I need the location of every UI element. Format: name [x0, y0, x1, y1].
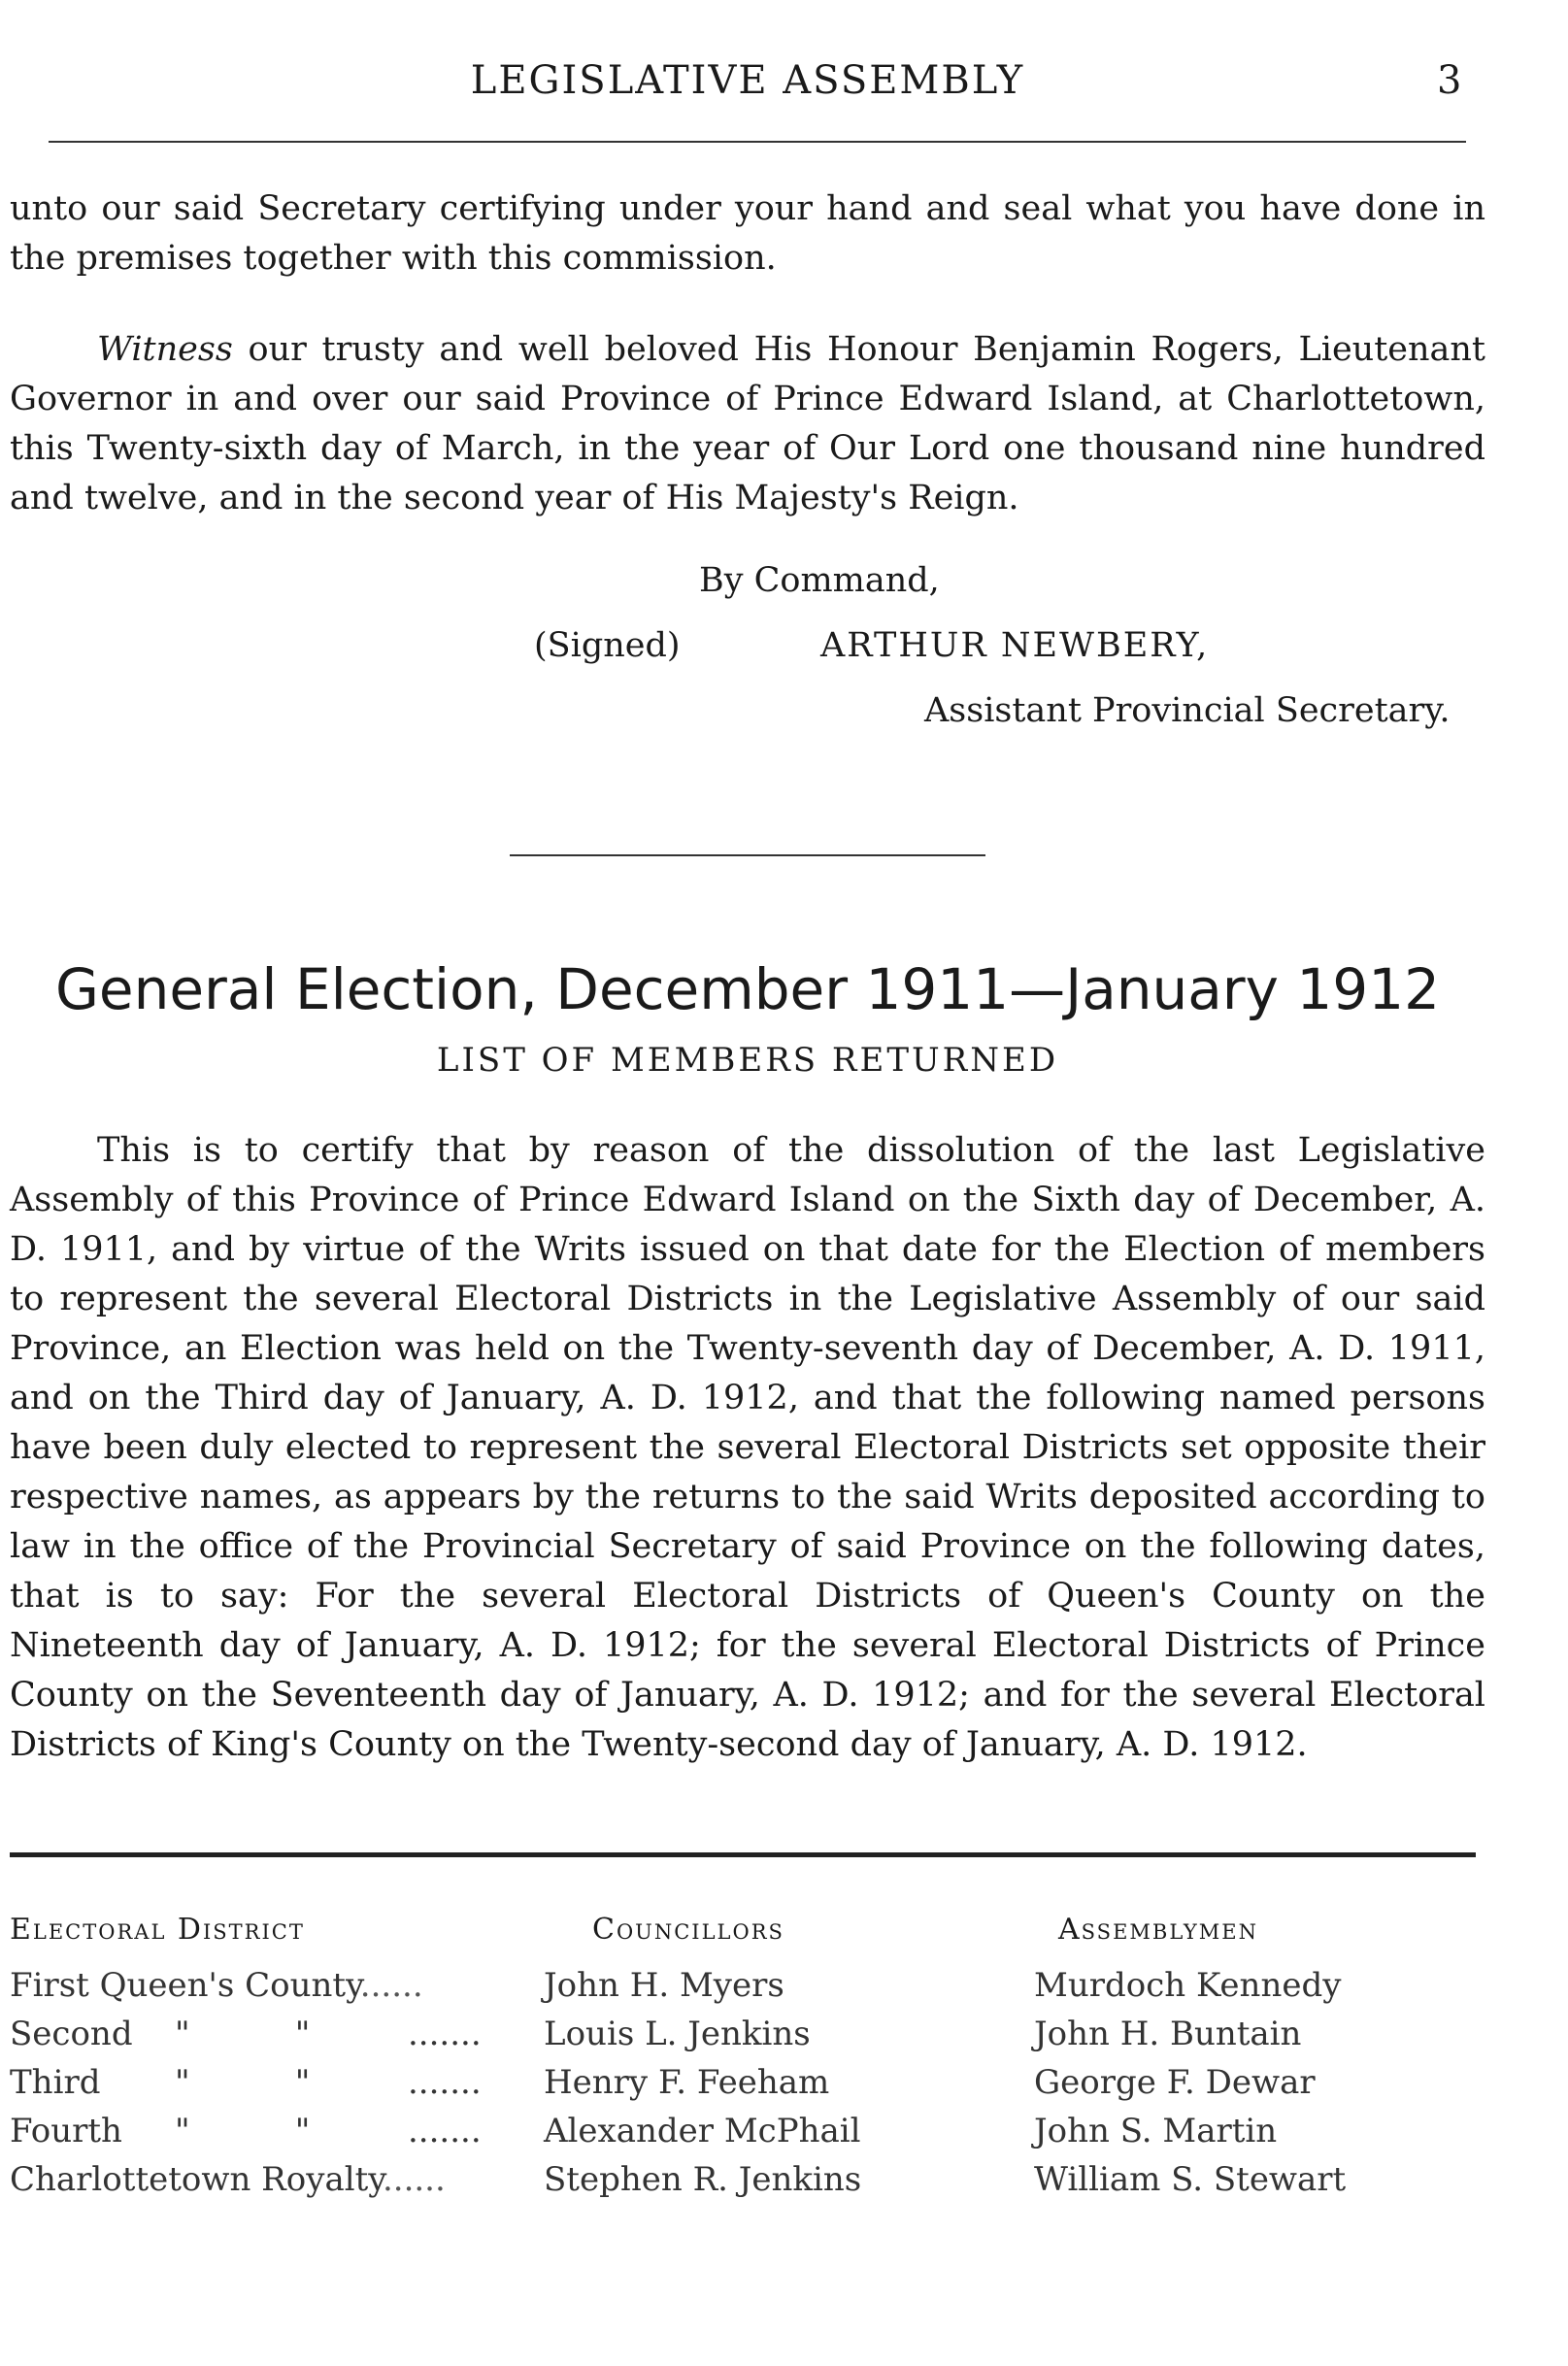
header-councillors: Councillors: [592, 1913, 784, 1947]
page-number: 3: [1437, 58, 1462, 103]
assemblyman-name: William S. Stewart: [1034, 2160, 1347, 2199]
councillor-name: John H. Myers: [544, 1966, 784, 2005]
leader-dots: .......: [408, 2015, 482, 2053]
signatory-name: ARTHUR NEWBERY,: [820, 626, 1210, 665]
header-assemblymen: Assemblymen: [1058, 1913, 1259, 1947]
councillor-name: Henry F. Feeham: [544, 2063, 830, 2102]
district-name: Charlottetown Royalty: [10, 2160, 383, 2199]
certificate-paragraph: This is to certify that by reason of the dissolution of the last Legislative Assembly of this Province of Prince Edward Island on the Sixth day of December, A. D. 1911, and by virtue of the Writs issued on that date for the Election of members to represent the several Electoral Districts in the Legislative Assembly of our said Province, an Election was held on the Twenty-seventh day of December, A. D. 1911, and on the Third day of January, A. D. 1912, and that the following named persons have been duly elected to represent the several Electoral Districts set opposite their respective names, as appears by the returns to the said Writs deposited according to law in the office of the Provincial Secretary of said Province on the following dates, that is to say: For the several Electoral Districts of Queen's County on the Nineteenth day of January, A. D. 1912; for the several Electoral Districts of Prince County on the Seventeenth day of January, A. D. 1912; and for the several Electoral Districts of King's County on the Twenty-second day of January, A. D. 1912.: [10, 1131, 1485, 1764]
witness-text: our trusty and well beloved His Honour Benjamin Rogers, Lieutenant Governor in and over our said Province of Prince Edward Island, at Charlottetown, this Twenty-sixth day of March, in the year of Our Lord one thousand nine hundred and twelve, and in the second year of His Majesty's Reign.: [10, 330, 1485, 517]
table-row-district: [10, 2107, 122, 2155]
table-row-district: [10, 2058, 100, 2107]
district-name: Fourth: [10, 2112, 122, 2150]
signatory-title: Assistant Provincial Secretary.: [924, 691, 1451, 730]
commission-paragraph: unto our said Secretary certifying under your hand and seal what you have done in the premises together with this commission.: [10, 189, 1485, 278]
assemblyman-name: George F. Dewar: [1034, 2063, 1316, 2102]
councillor-name: Stephen R. Jenkins: [544, 2160, 862, 2199]
election-title: General Election, December 1911—January 1912: [54, 956, 1441, 1022]
header-rule: [49, 141, 1466, 143]
councillor-name: Alexander McPhail: [544, 2112, 861, 2150]
ditto-marks: " ": [175, 2112, 311, 2150]
councillor-name: Louis L. Jenkins: [544, 2015, 811, 2053]
witness-label: Witness: [97, 330, 233, 369]
district-name: Second: [10, 2015, 133, 2053]
leader-dots: .......: [408, 2112, 482, 2150]
district-name: Third: [10, 2063, 101, 2102]
district-name: First Queen's County: [10, 1966, 360, 2005]
running-header: LEGISLATIVE ASSEMBLY: [470, 58, 1025, 103]
assemblyman-name: John H. Buntain: [1034, 2015, 1302, 2053]
leader-dots: .......: [408, 2063, 482, 2102]
table-row-district: [10, 1961, 423, 2010]
table-row-district: [10, 2010, 133, 2058]
table-row-district: [10, 2155, 446, 2204]
assemblyman-name: John S. Martin: [1034, 2112, 1278, 2150]
leader-dots: ......: [359, 1966, 423, 2005]
signed-label: (Signed): [534, 626, 681, 665]
witness-paragraph: [10, 325, 1485, 523]
section-divider: [510, 854, 985, 856]
leader-dots: ......: [382, 2160, 446, 2199]
by-command: By Command,: [699, 561, 940, 600]
ditto-marks: " ": [175, 2063, 311, 2102]
header-electoral-district: Electoral District: [10, 1913, 305, 1947]
election-subtitle: LIST OF MEMBERS RETURNED: [436, 1041, 1059, 1080]
ditto-marks: " ": [175, 2015, 311, 2053]
table-top-rule: [10, 1852, 1476, 1857]
assemblyman-name: Murdoch Kennedy: [1034, 1966, 1342, 2005]
